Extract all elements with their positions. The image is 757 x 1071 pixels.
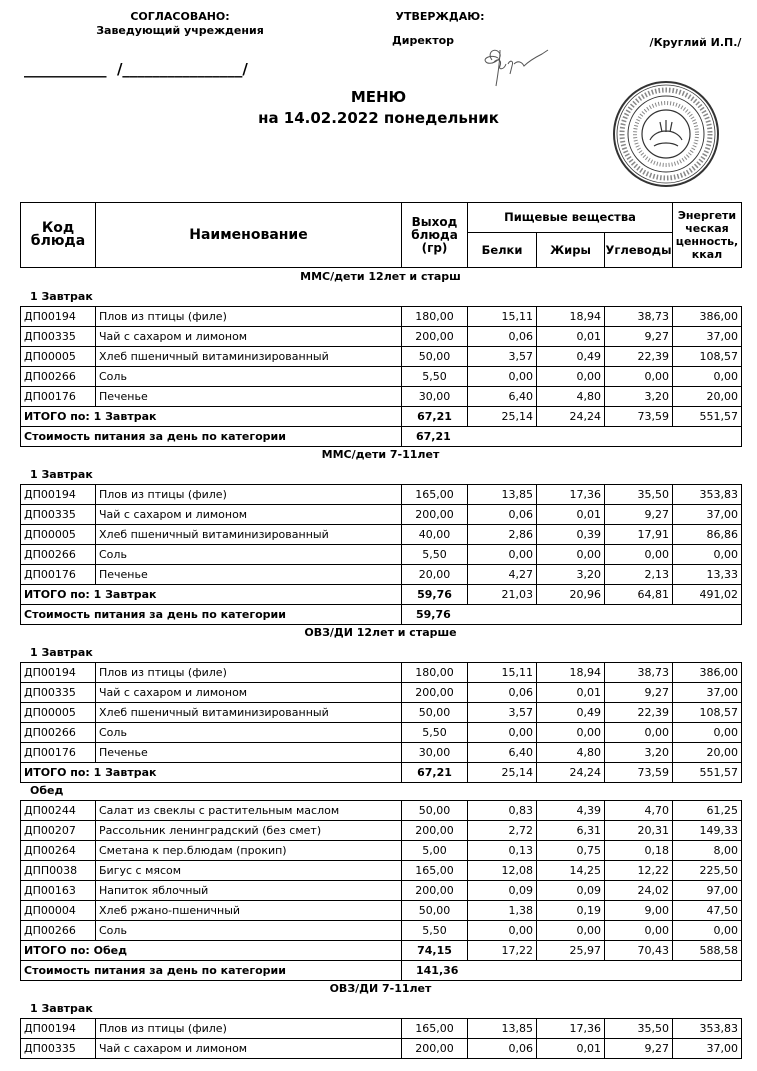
dish-carbs: 0,00 [605,367,673,387]
dish-fat: 14,25 [537,861,605,881]
dish-fat: 0,00 [537,723,605,743]
table-row [21,347,742,367]
dish-energy: 386,00 [673,307,742,327]
meal-table [20,306,742,427]
dish-code: ДП00176 [21,743,96,763]
header-nutrients: Пищевые вещества [468,203,673,233]
total-protein: 25,14 [468,407,537,427]
dish-output: 5,50 [402,723,468,743]
category-title: ММС/дети 12лет и старш [300,270,461,283]
dish-protein: 0,00 [468,921,537,941]
meal-title: 1 Завтрак [30,646,93,659]
cost-table [20,426,742,447]
dish-carbs: 0,00 [605,921,673,941]
dish-carbs: 3,20 [605,387,673,407]
dish-output: 30,00 [402,743,468,763]
dish-energy: 47,50 [673,901,742,921]
dish-energy: 0,00 [673,921,742,941]
header-protein: Белки [468,233,537,268]
dish-name: Напиток яблочный [96,881,402,901]
total-row [21,941,742,961]
dish-fat: 0,75 [537,841,605,861]
table-row [21,387,742,407]
cost-blank [468,427,742,447]
dish-code: ДП00176 [21,387,96,407]
dish-protein: 0,00 [468,367,537,387]
dish-carbs: 4,70 [605,801,673,821]
dish-carbs: 3,20 [605,743,673,763]
dish-protein: 2,86 [468,525,537,545]
table-row [21,703,742,723]
total-energy: 491,02 [673,585,742,605]
table-row [21,743,742,763]
dish-output: 40,00 [402,525,468,545]
total-fat: 20,96 [537,585,605,605]
dish-energy: 225,50 [673,861,742,881]
dish-carbs: 22,39 [605,703,673,723]
dish-fat: 0,00 [537,545,605,565]
dish-energy: 37,00 [673,327,742,347]
dish-carbs: 9,00 [605,901,673,921]
dish-carbs: 0,00 [605,545,673,565]
dish-energy: 0,00 [673,545,742,565]
header-output: Выход блюда (гр) [402,203,468,268]
dish-protein: 0,06 [468,505,537,525]
dish-name: Чай с сахаром и лимоном [96,1039,402,1059]
meal-table [20,484,742,605]
dish-carbs: 9,27 [605,1039,673,1059]
dish-energy: 37,00 [673,683,742,703]
dish-output: 165,00 [402,861,468,881]
cost-table [20,604,742,625]
header-energy: Энергети ческая ценность, ккал [673,203,742,268]
dish-code: ДП00207 [21,821,96,841]
dish-code: ДП00004 [21,901,96,921]
dish-fat: 0,49 [537,703,605,723]
dish-protein: 3,57 [468,347,537,367]
dish-protein: 12,08 [468,861,537,881]
dish-protein: 2,72 [468,821,537,841]
dish-code: ДП00163 [21,881,96,901]
dish-energy: 0,00 [673,367,742,387]
dish-energy: 0,00 [673,723,742,743]
total-energy: 588,58 [673,941,742,961]
dish-energy: 61,25 [673,801,742,821]
dish-fat: 0,01 [537,327,605,347]
dish-code: ДП00335 [21,327,96,347]
dish-output: 200,00 [402,1039,468,1059]
total-output: 67,21 [402,763,468,783]
dish-fat: 6,31 [537,821,605,841]
dish-energy: 353,83 [673,485,742,505]
cost-row [21,605,742,625]
agreed-signature-line: ___________ /________________/ [24,60,248,78]
total-energy: 551,57 [673,407,742,427]
total-row [21,407,742,427]
table-row [21,801,742,821]
dish-carbs: 0,00 [605,723,673,743]
dish-protein: 15,11 [468,307,537,327]
header-code: Код блюда [21,203,96,268]
dish-code: ДП00194 [21,663,96,683]
dish-name: Соль [96,367,402,387]
dish-protein: 15,11 [468,663,537,683]
cost-row [21,427,742,447]
dish-output: 165,00 [402,485,468,505]
total-carbs: 73,59 [605,763,673,783]
table-row [21,683,742,703]
dish-name: Печенье [96,387,402,407]
dish-protein: 0,00 [468,723,537,743]
dish-energy: 149,33 [673,821,742,841]
dish-name: Чай с сахаром и лимоном [96,505,402,525]
total-label: ИТОГО по: 1 Завтрак [21,585,402,605]
dish-carbs: 9,27 [605,327,673,347]
header-carbs: Углеводы [605,233,673,268]
agreed-label: СОГЛАСОВАНО: [130,10,230,23]
dish-name: Чай с сахаром и лимоном [96,683,402,703]
dish-output: 5,50 [402,921,468,941]
total-carbs: 64,81 [605,585,673,605]
dish-name: Салат из свеклы с растительным маслом [96,801,402,821]
total-energy: 551,57 [673,763,742,783]
total-output: 74,15 [402,941,468,961]
dish-output: 200,00 [402,881,468,901]
dish-name: Соль [96,723,402,743]
menu-title: МЕНЮ [350,88,407,106]
dish-energy: 86,86 [673,525,742,545]
dish-fat: 0,09 [537,881,605,901]
dish-carbs: 22,39 [605,347,673,367]
dish-name: Хлеб пшеничный витаминизированный [96,347,402,367]
dish-fat: 0,19 [537,901,605,921]
dish-name: Соль [96,921,402,941]
dish-code: ДП00005 [21,347,96,367]
cost-table [20,960,742,981]
meal-table [20,1018,742,1059]
table-row [21,881,742,901]
dish-carbs: 0,18 [605,841,673,861]
dish-fat: 18,94 [537,663,605,683]
total-row [21,763,742,783]
dish-carbs: 9,27 [605,505,673,525]
dish-output: 20,00 [402,565,468,585]
cost-label: Стоимость питания за день по категории [21,427,402,447]
dish-name: Чай с сахаром и лимоном [96,327,402,347]
dish-fat: 4,80 [537,743,605,763]
dish-carbs: 17,91 [605,525,673,545]
dish-energy: 20,00 [673,387,742,407]
category-title: ММС/дети 7-11лет [321,448,440,461]
dish-protein: 0,83 [468,801,537,821]
dish-code: ДП00335 [21,1039,96,1059]
dish-output: 50,00 [402,801,468,821]
dish-output: 5,00 [402,841,468,861]
dish-carbs: 35,50 [605,485,673,505]
dish-protein: 3,57 [468,703,537,723]
total-label: ИТОГО по: Обед [21,941,402,961]
dish-code: ДП00335 [21,505,96,525]
dish-carbs: 35,50 [605,1019,673,1039]
dish-output: 5,50 [402,367,468,387]
dish-output: 200,00 [402,327,468,347]
dish-name: Бигус с мясом [96,861,402,881]
approve-label: УТВЕРЖДАЮ: [395,10,485,23]
dish-name: Рассольник ленинградский (без смет) [96,821,402,841]
table-row [21,307,742,327]
dish-output: 180,00 [402,307,468,327]
table-row [21,663,742,683]
dish-name: Соль [96,545,402,565]
dish-carbs: 38,73 [605,663,673,683]
total-label: ИТОГО по: 1 Завтрак [21,407,402,427]
meal-table [20,800,742,961]
dish-name: Плов из птицы (филе) [96,663,402,683]
table-row [21,861,742,881]
dish-output: 200,00 [402,821,468,841]
dish-protein: 0,13 [468,841,537,861]
dish-output: 5,50 [402,545,468,565]
table-row [21,1039,742,1059]
header-fat: Жиры [537,233,605,268]
dish-code: ДП00264 [21,841,96,861]
dish-energy: 37,00 [673,505,742,525]
dish-fat: 0,00 [537,921,605,941]
table-row [21,921,742,941]
total-label: ИТОГО по: 1 Завтрак [21,763,402,783]
dish-protein: 0,06 [468,1039,537,1059]
approve-role: Директор [391,34,455,47]
meal-title: 1 Завтрак [30,290,93,303]
cost-value: 59,76 [402,605,468,625]
dish-fat: 18,94 [537,307,605,327]
table-row [21,367,742,387]
dish-fat: 3,20 [537,565,605,585]
dish-output: 165,00 [402,1019,468,1039]
category-title: ОВЗ/ДИ 7-11лет [329,982,432,995]
dish-code: ДП00244 [21,801,96,821]
dish-carbs: 38,73 [605,307,673,327]
cost-blank [468,961,742,981]
table-row [21,723,742,743]
table-row [21,525,742,545]
total-protein: 21,03 [468,585,537,605]
total-protein: 25,14 [468,763,537,783]
dish-output: 30,00 [402,387,468,407]
dish-fat: 4,80 [537,387,605,407]
dish-name: Печенье [96,565,402,585]
dish-energy: 20,00 [673,743,742,763]
dish-name: Плов из птицы (филе) [96,485,402,505]
table-row [21,901,742,921]
dish-protein: 0,09 [468,881,537,901]
meal-title: 1 Завтрак [30,1002,93,1015]
dish-energy: 37,00 [673,1039,742,1059]
table-row [21,485,742,505]
dish-name: Хлеб пшеничный витаминизированный [96,525,402,545]
dish-output: 180,00 [402,663,468,683]
dish-carbs: 9,27 [605,683,673,703]
cost-value: 141,36 [402,961,468,981]
approver-name: /Круглий И.П./ [649,36,742,49]
dish-fat: 0,01 [537,505,605,525]
meal-title: 1 Завтрак [30,468,93,481]
table-header [20,202,742,268]
cost-label: Стоимость питания за день по категории [21,605,402,625]
dish-code: ДП00335 [21,683,96,703]
dish-fat: 0,49 [537,347,605,367]
dish-name: Сметана к пер.блюдам (прокип) [96,841,402,861]
cost-blank [468,605,742,625]
dish-name: Хлеб ржано-пшеничный [96,901,402,921]
dish-code: ДП00266 [21,545,96,565]
header-name: Наименование [96,203,402,268]
category-title: ОВЗ/ДИ 12лет и старше [304,626,457,639]
table-row [21,545,742,565]
dish-fat: 0,39 [537,525,605,545]
dish-output: 50,00 [402,901,468,921]
table-row [21,327,742,347]
dish-protein: 4,27 [468,565,537,585]
table-row [21,565,742,585]
dish-code: ДП00005 [21,703,96,723]
dish-protein: 0,06 [468,327,537,347]
table-row [21,821,742,841]
dish-energy: 13,33 [673,565,742,585]
dish-name: Печенье [96,743,402,763]
dish-output: 50,00 [402,347,468,367]
dish-energy: 8,00 [673,841,742,861]
total-fat: 24,24 [537,407,605,427]
dish-code: ДП00194 [21,1019,96,1039]
dish-fat: 17,36 [537,485,605,505]
dish-name: Плов из птицы (филе) [96,307,402,327]
dish-code: ДП00194 [21,307,96,327]
dish-code: ДП00266 [21,723,96,743]
dish-code: ДПП0038 [21,861,96,881]
dish-carbs: 12,22 [605,861,673,881]
total-fat: 24,24 [537,763,605,783]
total-carbs: 73,59 [605,407,673,427]
total-carbs: 70,43 [605,941,673,961]
total-output: 67,21 [402,407,468,427]
dish-carbs: 24,02 [605,881,673,901]
total-protein: 17,22 [468,941,537,961]
dish-carbs: 2,13 [605,565,673,585]
total-row [21,585,742,605]
dish-protein: 1,38 [468,901,537,921]
dish-name: Плов из птицы (филе) [96,1019,402,1039]
cost-value: 67,21 [402,427,468,447]
meal-title: Обед [30,784,64,797]
dish-fat: 17,36 [537,1019,605,1039]
dish-energy: 386,00 [673,663,742,683]
dish-fat: 0,01 [537,683,605,703]
dish-protein: 6,40 [468,387,537,407]
dish-code: ДП00266 [21,367,96,387]
dish-name: Хлеб пшеничный витаминизированный [96,703,402,723]
dish-carbs: 20,31 [605,821,673,841]
dish-fat: 0,01 [537,1039,605,1059]
total-output: 59,76 [402,585,468,605]
dish-output: 200,00 [402,505,468,525]
dish-code: ДП00194 [21,485,96,505]
dish-protein: 0,00 [468,545,537,565]
cost-row [21,961,742,981]
dish-code: ДП00005 [21,525,96,545]
table-row [21,1019,742,1039]
dish-output: 200,00 [402,683,468,703]
dish-output: 50,00 [402,703,468,723]
dish-energy: 108,57 [673,347,742,367]
dish-energy: 97,00 [673,881,742,901]
dish-fat: 4,39 [537,801,605,821]
signature-icon [478,40,568,95]
cost-label: Стоимость питания за день по категории [21,961,402,981]
dish-code: ДП00176 [21,565,96,585]
dish-fat: 0,00 [537,367,605,387]
menu-date: на 14.02.2022 понедельник [258,109,499,127]
dish-protein: 13,85 [468,1019,537,1039]
table-row [21,505,742,525]
dish-energy: 108,57 [673,703,742,723]
table-row [21,841,742,861]
dish-protein: 0,06 [468,683,537,703]
dish-energy: 353,83 [673,1019,742,1039]
total-fat: 25,97 [537,941,605,961]
dish-protein: 13,85 [468,485,537,505]
dish-protein: 6,40 [468,743,537,763]
dish-code: ДП00266 [21,921,96,941]
agreed-role: Заведующий учреждения [96,24,264,37]
meal-table [20,662,742,783]
